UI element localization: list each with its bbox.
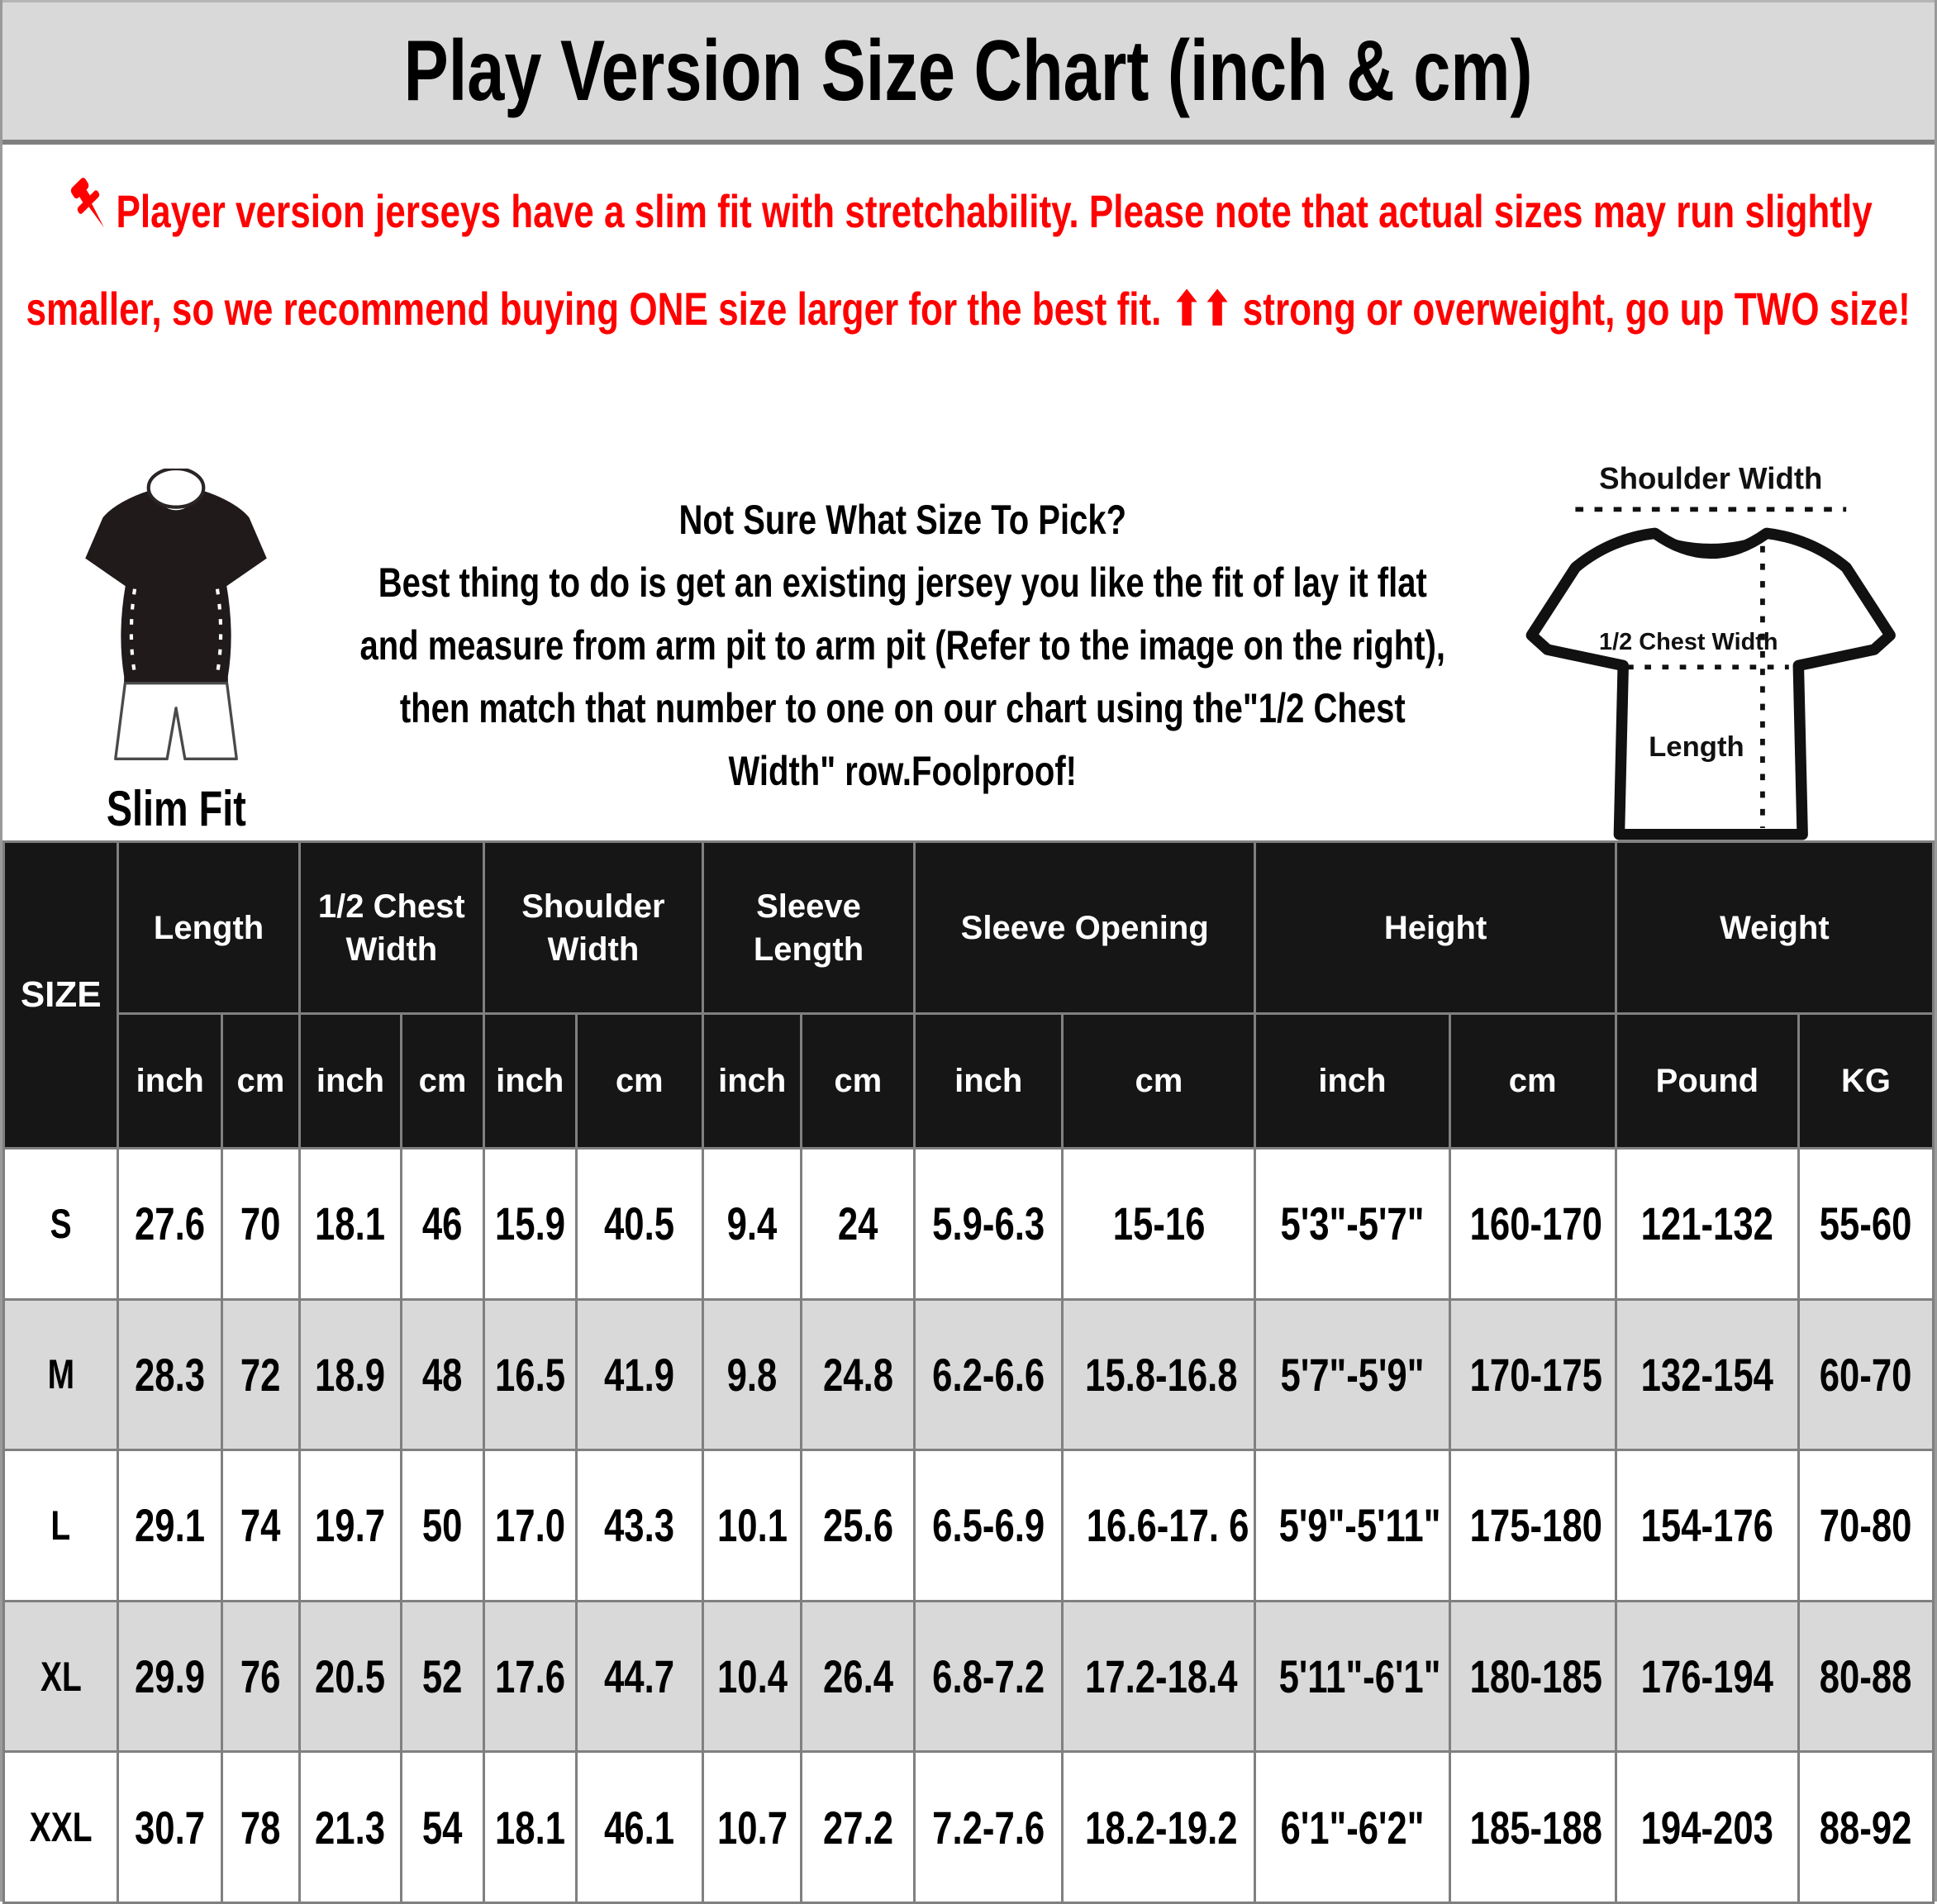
slim-fit-figure-icon bbox=[73, 469, 279, 764]
cell: 43.3 bbox=[576, 1450, 702, 1602]
cell: 21.3 bbox=[299, 1752, 402, 1903]
header-group-row bbox=[4, 842, 1934, 1014]
slim-fit-label: Slim Fit bbox=[106, 781, 246, 836]
cell: 54 bbox=[402, 1752, 484, 1903]
cell: 194-203 bbox=[1616, 1752, 1798, 1903]
size-column-header: SIZE bbox=[4, 842, 118, 1149]
guide-section bbox=[2, 461, 1935, 840]
table-row-xl bbox=[4, 1601, 1934, 1752]
cell: 46 bbox=[402, 1149, 484, 1300]
unit-header: Pound bbox=[1616, 1014, 1798, 1149]
cell: 18.1 bbox=[299, 1149, 402, 1300]
cell: 6.2-6.6 bbox=[915, 1299, 1063, 1450]
unit-header: cm bbox=[1449, 1014, 1616, 1149]
cell: 175-180 bbox=[1449, 1450, 1616, 1602]
unit-header: cm bbox=[222, 1014, 300, 1149]
cell: 44.7 bbox=[576, 1601, 702, 1752]
unit-header: cm bbox=[576, 1014, 702, 1149]
cell: 17.2-18.4 bbox=[1063, 1601, 1255, 1752]
fit-notice bbox=[2, 145, 1935, 464]
cell: 10.1 bbox=[702, 1450, 802, 1602]
cell: 17.6 bbox=[483, 1601, 576, 1752]
cell: 16.6-17. 6 bbox=[1063, 1450, 1255, 1602]
unit-header: inch bbox=[1255, 1014, 1449, 1149]
cell: 25.6 bbox=[802, 1450, 915, 1602]
cell: 29.9 bbox=[118, 1601, 222, 1752]
cell: 72 bbox=[222, 1299, 300, 1450]
cell: 154-176 bbox=[1616, 1450, 1798, 1602]
cell: 41.9 bbox=[576, 1299, 702, 1450]
unit-header: KG bbox=[1798, 1014, 1933, 1149]
cell: 132-154 bbox=[1616, 1299, 1798, 1450]
cell: 9.4 bbox=[702, 1149, 802, 1300]
unit-header: inch bbox=[118, 1014, 222, 1149]
unit-header: inch bbox=[915, 1014, 1063, 1149]
tshirt-measure-diagram-icon bbox=[1472, 452, 1918, 850]
cell: 18.9 bbox=[299, 1299, 402, 1450]
cell: 30.7 bbox=[118, 1752, 222, 1903]
table-row-xxl bbox=[4, 1752, 1934, 1903]
guide-heading: Not Sure What Size To Pick? bbox=[678, 497, 1126, 543]
cell: 27.6 bbox=[118, 1149, 222, 1300]
cell: 19.7 bbox=[299, 1450, 402, 1602]
cell: 52 bbox=[402, 1601, 484, 1752]
svg-text:Length: Length bbox=[1649, 731, 1744, 764]
cell: 70-80 bbox=[1798, 1450, 1933, 1602]
cell: 27.2 bbox=[802, 1752, 915, 1903]
svg-text:1/2 Chest Width: 1/2 Chest Width bbox=[1599, 629, 1778, 656]
header-units-row bbox=[4, 1014, 1934, 1149]
pushpin-icon bbox=[64, 174, 115, 239]
col-group-sleeve-length: Sleeve Length bbox=[702, 842, 914, 1014]
cell: 9.8 bbox=[702, 1299, 802, 1450]
size-cell: L bbox=[4, 1450, 118, 1602]
table-row-m bbox=[4, 1299, 1934, 1450]
cell: 20.5 bbox=[299, 1601, 402, 1752]
cell: 17.0 bbox=[483, 1450, 576, 1602]
unit-header: cm bbox=[802, 1014, 915, 1149]
cell: 70 bbox=[222, 1149, 300, 1300]
cell: 50 bbox=[402, 1450, 484, 1602]
cell: 24 bbox=[802, 1149, 915, 1300]
size-chart-table bbox=[2, 840, 1935, 1904]
cell: 60-70 bbox=[1798, 1299, 1933, 1450]
size-cell: S bbox=[4, 1149, 118, 1300]
slim-fit-block bbox=[2, 464, 350, 837]
unit-header: inch bbox=[483, 1014, 576, 1149]
title-bar bbox=[2, 0, 1935, 145]
cell: 88-92 bbox=[1798, 1752, 1933, 1903]
cell: 26.4 bbox=[802, 1601, 915, 1752]
cell: 55-60 bbox=[1798, 1149, 1933, 1300]
cell: 5'11"-6'1" bbox=[1255, 1601, 1449, 1752]
col-group-weight: Weight bbox=[1616, 842, 1933, 1014]
cell: 6'1"-6'2" bbox=[1255, 1752, 1449, 1903]
cell: 160-170 bbox=[1449, 1149, 1616, 1300]
measure-diagram-block bbox=[1455, 461, 1935, 854]
cell: 16.5 bbox=[483, 1299, 576, 1450]
size-cell: XXL bbox=[4, 1752, 118, 1903]
page-title: Play Version Size Chart (inch & cm) bbox=[404, 22, 1533, 119]
cell: 18.2-19.2 bbox=[1063, 1752, 1255, 1903]
cell: 74 bbox=[222, 1450, 300, 1602]
cell: 5'3"-5'7" bbox=[1255, 1149, 1449, 1300]
cell: 46.1 bbox=[576, 1752, 702, 1903]
table-row-l bbox=[4, 1450, 1934, 1602]
unit-header: cm bbox=[1063, 1014, 1255, 1149]
cell: 29.1 bbox=[118, 1450, 222, 1602]
notice-text: Player version jerseys have a slim fit with stretchability. Please note that actual sizes may run slightly smaller, so we recommend buying ONE size larger for the best fit. ⬆⬆ strong or overweight, go up TWO size! bbox=[26, 185, 1911, 335]
svg-text:Shoulder Width: Shoulder Width bbox=[1599, 461, 1823, 496]
cell: 5.9-6.3 bbox=[915, 1149, 1063, 1300]
col-group-half-chest: 1/2 Chest Width bbox=[299, 842, 483, 1014]
unit-header: cm bbox=[402, 1014, 484, 1149]
cell: 7.2-7.6 bbox=[915, 1752, 1063, 1903]
cell: 18.1 bbox=[483, 1752, 576, 1903]
cell: 15.9 bbox=[483, 1149, 576, 1300]
cell: 15.8-16.8 bbox=[1063, 1299, 1255, 1450]
cell: 24.8 bbox=[802, 1299, 915, 1450]
guide-text-block bbox=[350, 464, 1455, 802]
table-row-s bbox=[4, 1149, 1934, 1300]
col-group-height: Height bbox=[1255, 842, 1616, 1014]
cell: 121-132 bbox=[1616, 1149, 1798, 1300]
col-group-sleeve-opening: Sleeve Opening bbox=[915, 842, 1255, 1014]
col-group-length: Length bbox=[118, 842, 299, 1014]
cell: 185-188 bbox=[1449, 1752, 1616, 1903]
cell: 40.5 bbox=[576, 1149, 702, 1300]
cell: 48 bbox=[402, 1299, 484, 1450]
cell: 80-88 bbox=[1798, 1601, 1933, 1752]
cell: 176-194 bbox=[1616, 1601, 1798, 1752]
cell: 6.5-6.9 bbox=[915, 1450, 1063, 1602]
unit-header: inch bbox=[299, 1014, 402, 1149]
cell: 6.8-7.2 bbox=[915, 1601, 1063, 1752]
cell: 5'7"-5'9" bbox=[1255, 1299, 1449, 1450]
cell: 10.4 bbox=[702, 1601, 802, 1752]
cell: 76 bbox=[222, 1601, 300, 1752]
cell: 28.3 bbox=[118, 1299, 222, 1450]
cell: 170-175 bbox=[1449, 1299, 1616, 1450]
cell: 180-185 bbox=[1449, 1601, 1616, 1752]
size-cell: XL bbox=[4, 1601, 118, 1752]
cell: 10.7 bbox=[702, 1752, 802, 1903]
guide-body: Best thing to do is get an existing jersey you like the fit of lay it flat and measure from arm pit to arm pit (Refer to the image on the right), then match that number to one on our chart using the"1/2 Chest Width" row.Foolproof! bbox=[359, 559, 1445, 794]
cell: 78 bbox=[222, 1752, 300, 1903]
size-cell: M bbox=[4, 1299, 118, 1450]
unit-header: inch bbox=[702, 1014, 802, 1149]
cell: 5'9"-5'11" bbox=[1255, 1450, 1449, 1602]
col-group-shoulder: Shoulder Width bbox=[483, 842, 702, 1014]
cell: 15-16 bbox=[1063, 1149, 1255, 1300]
